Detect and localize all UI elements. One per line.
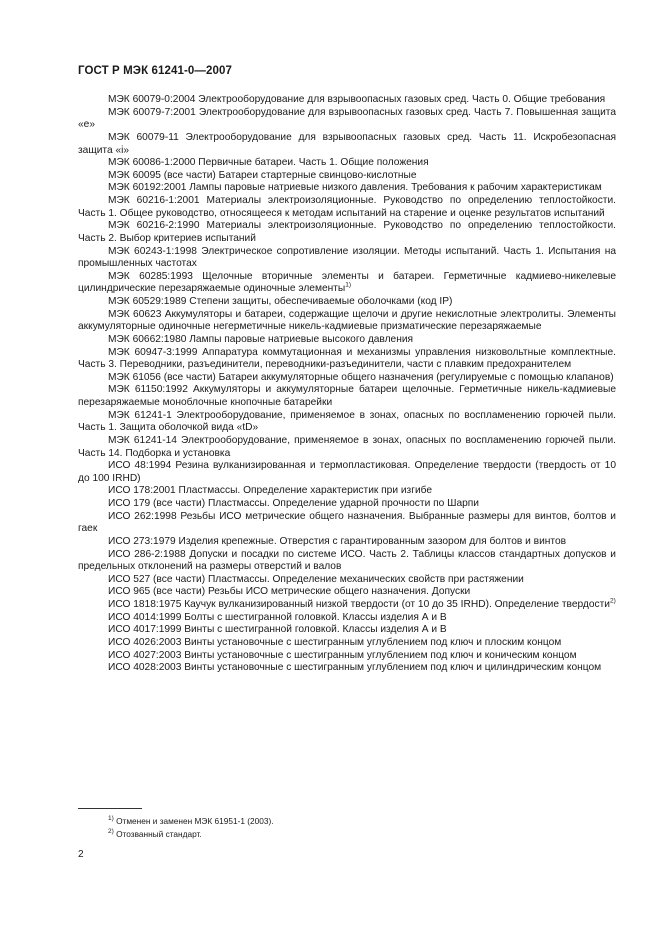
reference-item: ИСО 48:1994 Резина вулканизированная и термопластиковая. Определение твердости (твердость от 10 до 100 IRHD) [78,460,616,484]
reference-item: МЭК 60216-2:1990 Материалы электроизоляционные. Руководство по определению теплостойкости. Часть 2. Выбор критериев испытаний [78,220,616,244]
reference-item: МЭК 60079-0:2004 Электрооборудование для взрывоопасных газовых сред. Часть 0. Общие требования [108,94,606,105]
reference-item: ИСО 4028:2003 Винты установочные с шестигранным углублением под ключ и цилиндрическим концом [108,662,602,674]
reference-item: ИСО 262:1998 Резьбы ИСО метрические общего назначения. Выбранные размеры для винтов, болтов и гаек [78,510,616,535]
reference-item: МЭК 61150:1992 Аккумуляторы и аккумуляторные батареи щелочные. Герметичные никель-кадмиевые перезаряжаемые моноблочные кнопочные батарейки [78,384,616,408]
reference-item: МЭК 60662:1980 Лампы паровые натриевые высокого давления [108,333,414,345]
reference-item: ИСО 4026:2003 Винты установочные с шестигранным углублением под ключ и плоским концом [108,636,562,648]
footnote: $^{2)}$ Отозванный стандарт. [108,828,202,839]
normative-references-list [78,94,616,675]
reference-item: МЭК 60192:2001 Лампы паровые натриевые низкого давления. Требования к рабочим характеристикам [108,182,602,194]
reference-item: МЭК 60086-1:2000 Первичные батареи. Часть 1. Общие положения [108,157,429,169]
reference-item: МЭК 61241-14 Электрооборудование, применяемое в зонах, опасных по воспламенению горючей пыли. Часть 14. Подборка и установка [78,434,616,459]
reference-item: ИСО 4014:1999 Болты с шестигранной головкой. Классы изделия А и В [108,611,447,623]
reference-item: ИСО 286-2:1988 Допуски и посадки по системе ИСО. Часть 2. Таблицы классов стандартных допусков и предельных отклонений на размеры отверстий и валов [78,548,616,573]
reference-item: ИСО 4027:2003 Винты установочные с шестигранным углублением под ключ и коническим концом [108,649,577,661]
footnote: $^{1)}$ Отменен и заменен МЭК 61951-1 (2003). [108,815,274,826]
reference-item: МЭК 60243-1:1998 Электрическое сопротивление изоляции. Методы испытаний. Часть 1. Испытания на промышленных частотах [78,245,616,270]
footnotes [78,815,616,841]
reference-item: ИСО 273:1979 Изделия крепежные. Отверстия с гарантированным зазором для болтов и винтов [108,535,567,547]
reference-item: ИСО 4017:1999 Винты с шестигранной головкой. Классы изделия А и В [108,624,447,636]
footnote-marker: 2) [610,597,616,605]
reference-item: МЭК 61056 (все части) Батареи аккумуляторные общего назначения (регулируемые с помощью клапанов) [108,371,614,383]
reference-item: ИСО 527 (все части) Пластмассы. Определение механических свойств при растяжении [108,573,524,585]
reference-item: МЭК 60285:1993 Щелочные вторичные элементы и батареи. Герметичные кадмиево-никелевые цилиндрические перезаряжаемые одиночные элементы$^{1)}$ [78,270,616,295]
reference-item: МЭК 60079-7:2001 Электрооборудование для взрывоопасных газовых сред. Часть 7. Повышенная защита «е» [78,106,616,131]
footnote-divider [78,808,142,809]
reference-item: МЭК 61241-1 Электрооборудование, применяемое в зонах, опасных по воспламенению горючей пыли. Часть 1. Защита оболочкой вида «tD» [78,409,616,434]
footnote-marker: 1) [345,281,352,289]
reference-item: ИСО 965 (все части) Резьбы ИСО метрические общего назначения. Допуски [108,586,471,598]
page-number: 2 [78,849,84,860]
reference-item: ИСО 179 (все части) Пластмассы. Определение ударной прочности по Шарпи [108,498,479,509]
reference-item: МЭК 60947-3:1999 Аппаратура коммутационная и механизмы управления низковольтные комплектные. Часть 3. Переводники, разъединители, переводники-разъединители, части с плавким предохранителем [78,346,616,371]
document-header: ГОСТ Р МЭК 61241-0—2007 [78,65,232,77]
reference-item: МЭК 60216-1:2001 Материалы электроизоляционные. Руководство по определению теплостойкости. Часть 1. Общее руководство, относящееся к методам испытаний на старение и оценке результатов испытаний [78,195,616,219]
reference-item: МЭК 60529:1989 Степени защиты, обеспечиваемые оболочками (код IP) [108,296,453,307]
reference-item: МЭК 60623 Аккумуляторы и батареи, содержащие щелочи и другие некислотные электролиты. Элементы аккумуляторные одиночные негерметичные никель-кадмиевые призматические перезаряжаемые [78,308,616,333]
reference-item: ИСО 178:2001 Пластмассы. Определение характеристик при изгибе [108,485,433,497]
reference-item: МЭК 60079-11 Электрооборудование для взрывоопасных газовых сред. Часть 11. Искробезопасная защита «i» [78,131,616,156]
reference-item: МЭК 60095 (все части) Батареи стартерные свинцово-кислотные [108,169,417,181]
reference-item: ИСО 1818:1975 Каучук вулканизированный низкой твердости (от 10 до 35 IRHD). Определение твердости$^{2)}$ [108,597,616,610]
